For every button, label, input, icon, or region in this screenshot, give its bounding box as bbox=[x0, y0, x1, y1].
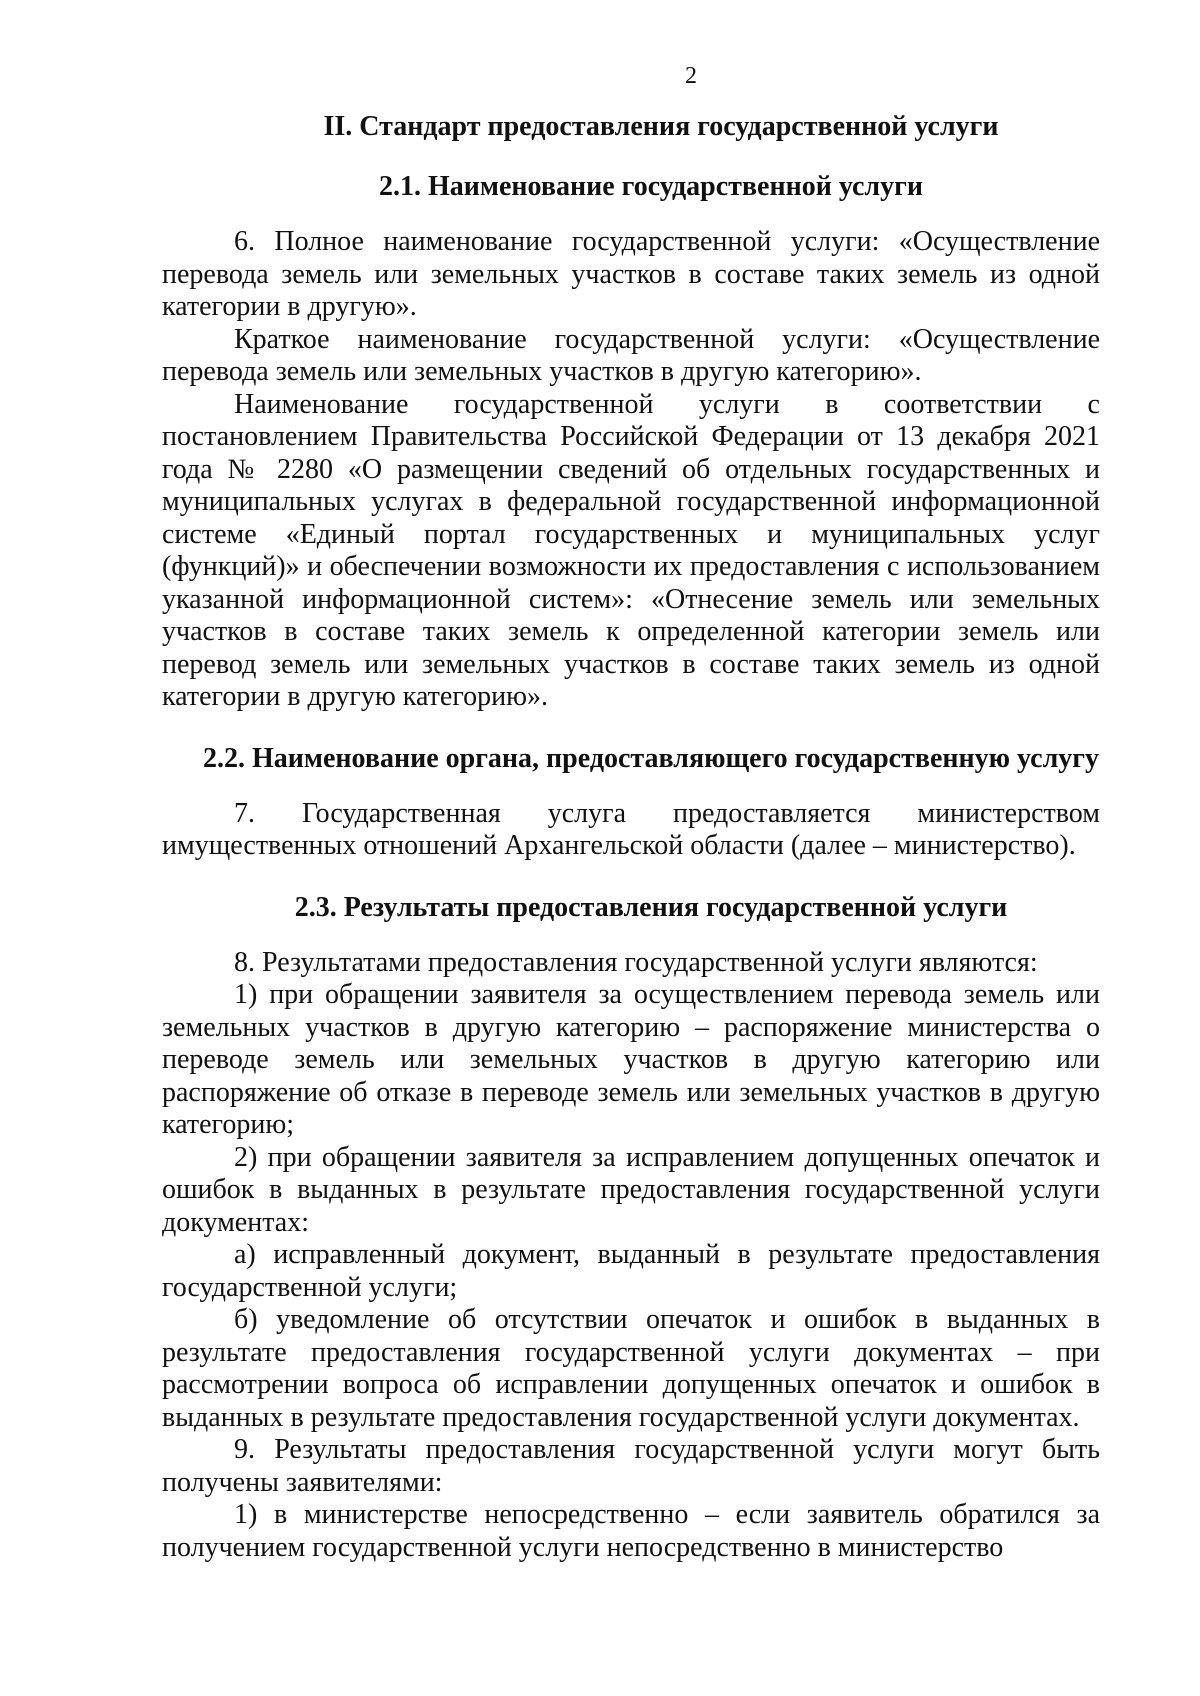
paragraph: Краткое наименование государственной услуги: «Осуществление перевода земель или земельных участков в другую категорию». bbox=[162, 323, 1100, 387]
paragraph: 2) при обращении заявителя за исправлением допущенных опечаток и ошибок в выданных в результате предоставления государственной услуги документах: bbox=[162, 1141, 1100, 1238]
page-number: 2 bbox=[685, 63, 697, 89]
paragraph: 8. Результатами предоставления государственной услуги являются: bbox=[234, 946, 1038, 978]
paragraph: 9. Результаты предоставления государственной услуги могут быть получены заявителями: bbox=[162, 1434, 1100, 1498]
paragraph: 1) в министерстве непосредственно – если заявитель обратился за получением государственной услуги непосредственно в министерство bbox=[162, 1499, 1100, 1563]
chapter-title: II. Стандарт предоставления государственной услуги bbox=[323, 111, 999, 142]
section-2-2 bbox=[162, 742, 1100, 863]
paragraph: 6. Полное наименование государственной услуги: «Осуществление перевода земель или земельных участков в составе таких земель из одной категории в другую». bbox=[162, 226, 1100, 322]
paragraph: б) уведомление об отсутствии опечаток и ошибок в выданных в результате предоставления государственной услуги документах – при рассмотрении вопроса об исправлении допущенных опечаток и ошибок в выданных в результате предоставления государственной услуги документах. bbox=[162, 1304, 1100, 1433]
section-heading: 2.2. Наименование органа, предоставляющего государственную услугу bbox=[202, 742, 1100, 774]
paragraph: 7. Государственная услуга предоставляется министерством имущественных отношений Архангельской области (далее – министерство). bbox=[162, 797, 1100, 861]
section-heading: 2.3. Результаты предоставления государственной услуги bbox=[294, 891, 1008, 923]
section-heading: 2.1. Наименование государственной услуги bbox=[379, 171, 923, 202]
section-2-1 bbox=[162, 170, 1100, 714]
paragraph: 1) при обращении заявителя за осуществлением перевода земель или земельных участков в другую категорию – распоряжение министерства о переводе земель или земельных участков в другую категорию или распоряжение об отказе в переводе земель или земельных участков в другую категорию; bbox=[162, 979, 1100, 1140]
section-2-3 bbox=[162, 891, 1100, 1565]
paragraph: Наименование государственной услуги в соответствии с постановлением Правительства Российской Федерации от 13 декабря 2021 года № 2280 «О размещении сведений об отдельных государственных и муниципальных услугах в федеральной государственной информационной системе «Единый портал государственных и муниципальных услуг (функций)» и обеспечении возможности их предоставления с использованием указанной информационной систем»: «Отнесение земель или земельных участков в составе таких земель к определенной категории земель или перевод земель или земельных участков в составе таких земель из одной категории в другую категорию». bbox=[162, 388, 1100, 712]
paragraph: а) исправленный документ, выданный в результате предоставления государственной услуги; bbox=[162, 1239, 1100, 1303]
